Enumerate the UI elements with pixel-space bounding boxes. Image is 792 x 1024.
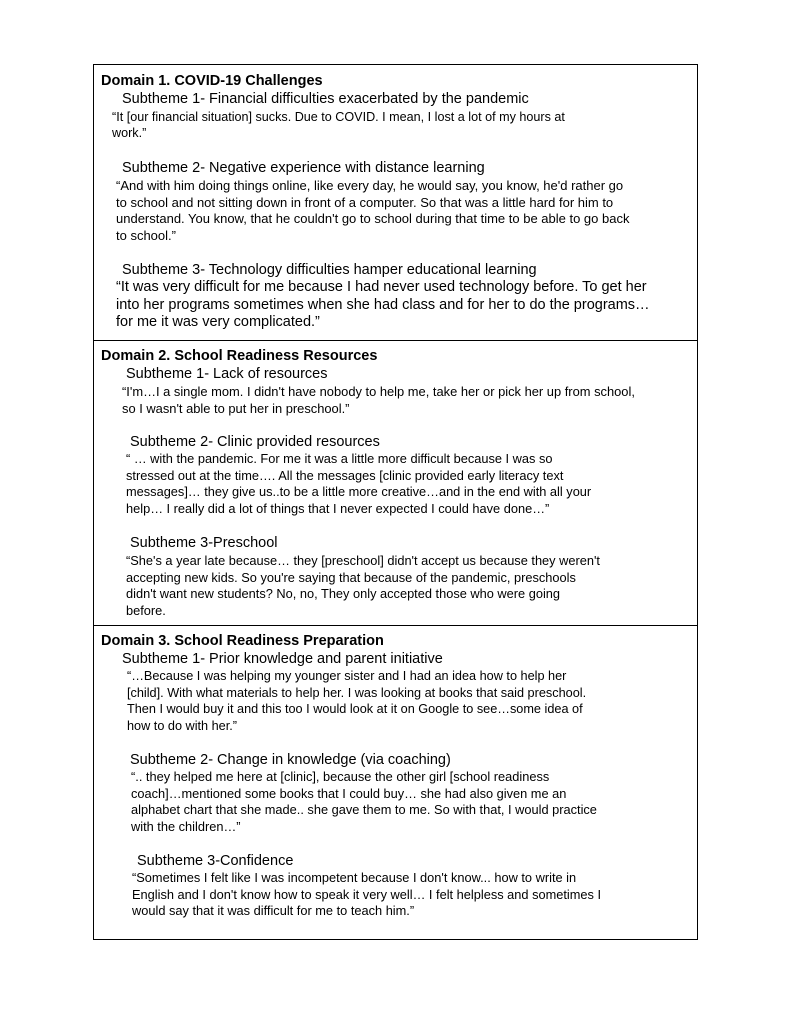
domain-3-title: Domain 3. School Readiness Preparation bbox=[101, 633, 384, 649]
domain-divider bbox=[94, 625, 697, 626]
domain-3-subtheme-1-title: Subtheme 1- Prior knowledge and parent initiative bbox=[122, 651, 443, 667]
domain-1-subtheme-2-quote: “And with him doing things online, like every day, he would say, you know, he'd rather go to school and not sitting down in front of a computer. So that was a little hard for him to understand. You know, that he couldn't go to school during that time to be able to go back to school.” bbox=[116, 178, 630, 243]
themes-table bbox=[93, 64, 698, 940]
domain-1-subtheme-3-title: Subtheme 3- Technology difficulties hamper educational learning bbox=[122, 262, 537, 278]
domain-2-subtheme-2-quote: “ … with the pandemic. For me it was a little more difficult because I was so stressed out at the time…. All the messages [clinic provided early literacy text messages]… they give us..to be a little more creative…and in the end with all your help… I really did a lot of things that I never expected I could have done…” bbox=[126, 451, 592, 516]
domain-3-subtheme-2-title: Subtheme 2- Change in knowledge (via coaching) bbox=[130, 752, 451, 768]
domain-2-subtheme-3-title: Subtheme 3-Preschool bbox=[130, 535, 278, 551]
domain-2-subtheme-1-quote: “I'm…I a single mom. I didn't have nobody to help me, take her or pick her up from school, so I wasn't able to put her in preschool.” bbox=[122, 384, 635, 416]
domain-1-subtheme-3-quote: “It was very difficult for me because I had never used technology before. To get her into her programs sometimes when she had class and for her to do the programs… for me it was very complicated.” bbox=[116, 279, 650, 330]
domain-divider bbox=[94, 340, 697, 341]
domain-1-subtheme-1-title: Subtheme 1- Financial difficulties exacerbated by the pandemic bbox=[122, 91, 529, 107]
domain-1-title: Domain 1. COVID-19 Challenges bbox=[101, 73, 323, 89]
domain-2-title: Domain 2. School Readiness Resources bbox=[101, 348, 378, 364]
domain-1-subtheme-2-title: Subtheme 2- Negative experience with distance learning bbox=[122, 160, 485, 176]
domain-2-subtheme-2-title: Subtheme 2- Clinic provided resources bbox=[130, 434, 380, 450]
domain-3-subtheme-1-quote: “…Because I was helping my younger sister and I had an idea how to help her [child]. With what materials to help her. I was looking at books that said preschool. Then I would buy it and this too I would look at it on Google to see…some idea of how to do with her.” bbox=[127, 669, 587, 733]
domain-2-subtheme-1-title: Subtheme 1- Lack of resources bbox=[126, 366, 328, 382]
domain-3-subtheme-3-quote: “Sometimes I felt like I was incompetent because I don't know... how to write in English and I don't know how to speak it very well… I felt helpless and sometimes I would say that it was difficult for me to teach him.” bbox=[132, 870, 602, 918]
domain-1-subtheme-1-quote: “It [our financial situation] sucks. Due to COVID. I mean, I lost a lot of my hours at work.” bbox=[112, 110, 565, 140]
domain-3-subtheme-3-title: Subtheme 3-Confidence bbox=[137, 853, 294, 869]
domain-3-subtheme-2-quote: “.. they helped me here at [clinic], because the other girl [school readiness coach]…mentioned some books that I could buy… she had also given me an alphabet chart that she made.. she gave them to me. So with that, I would practice with the children…” bbox=[131, 769, 597, 834]
domain-2-subtheme-3-quote: “She's a year late because… they [preschool] didn't accept us because they weren't accepting new kids. So you're saying that because of the pandemic, preschools didn't want new students? No, no, They only accepted those who were going before. bbox=[126, 553, 600, 618]
